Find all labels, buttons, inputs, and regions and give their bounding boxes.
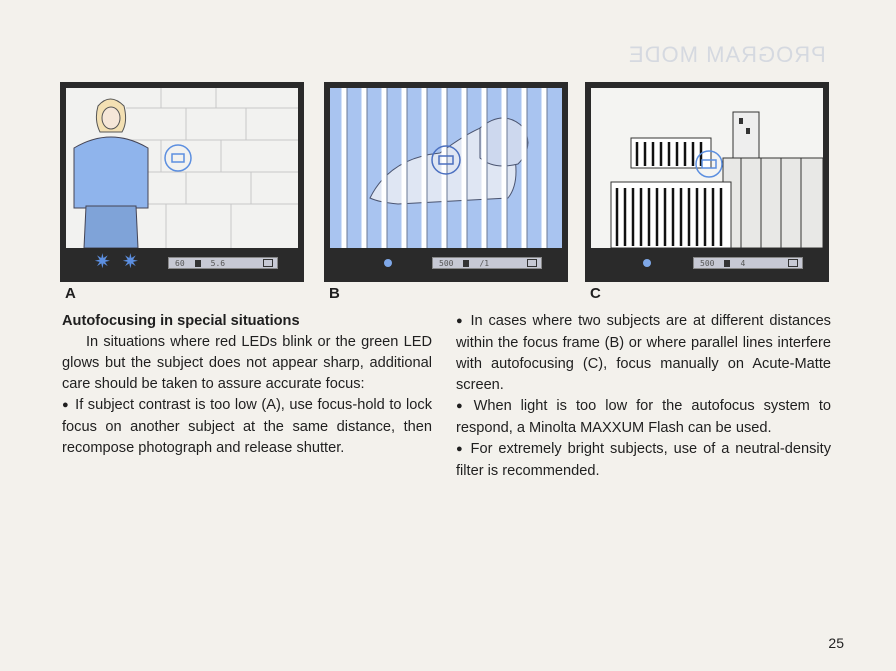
viewfinder-info-strip [60, 248, 304, 282]
scene-buildings [591, 88, 823, 248]
led-blink-icon: ✷ [94, 251, 111, 273]
frame-icon [527, 259, 537, 267]
figure-label-a: A [65, 285, 76, 302]
aperture-value: /1 [479, 258, 490, 268]
background-ghost-text: PROGRAM MODE [628, 42, 826, 67]
led-blink-icon: ✷ [122, 251, 139, 273]
viewfinder-info-strip [324, 248, 568, 282]
program-mode-icon [724, 260, 730, 267]
bullet-text: When light is too low for the autofocus system to respond, a Minolta MAXXUM Flash can be used. [456, 398, 831, 436]
shutter-value: 500 [700, 258, 715, 268]
bullet-bright-subjects [456, 439, 831, 482]
section-heading: Autofocusing in special situations [62, 313, 300, 329]
program-mode-icon [463, 260, 469, 267]
green-led-icon [643, 259, 651, 267]
figure-label-b: B [329, 285, 340, 302]
program-mode-icon [195, 260, 201, 267]
figure-label-c: C [590, 285, 601, 302]
right-column [456, 311, 831, 482]
green-led-icon [384, 259, 392, 267]
bullet-low-contrast [62, 395, 432, 459]
left-column [62, 311, 432, 459]
frame-icon [263, 259, 273, 267]
bullet-text: In cases where two subjects are at different distances within the focus frame (B) or where parallel lines interfere with autofocusing (C), focus manually on Acute-Matte screen. [456, 313, 831, 393]
viewfinder-info-strip [585, 248, 829, 282]
viewfinder-b [324, 82, 568, 282]
viewfinder-a [60, 82, 304, 282]
bullet-text: If subject contrast is too low (A), use focus-hold to lock focus on another subject at the same distance, then recompose photograph and release shutter. [62, 397, 432, 456]
viewfinder-display [432, 257, 542, 269]
viewfinder-c [585, 82, 829, 282]
aperture-value: 5.6 [210, 258, 226, 268]
bullet-two-subjects [456, 311, 831, 396]
viewfinder-display [168, 257, 278, 269]
scene-woman [66, 88, 298, 248]
viewfinder-display [693, 257, 803, 269]
shutter-value: 60 [175, 258, 185, 268]
intro-paragraph: In situations where red LEDs blink or the green LED glows but the subject does not appear sharp, additional care should be taken to assure accurate focus: [62, 334, 432, 392]
shutter-value: 500 [439, 258, 454, 268]
scene-lion [330, 88, 562, 248]
bullet-low-light [456, 396, 831, 439]
frame-icon [788, 259, 798, 267]
bullet-text: For extremely bright subjects, use of a neutral-density filter is recommended. [456, 441, 831, 479]
aperture-value: 4 [740, 258, 746, 268]
page-number: 25 [828, 635, 844, 651]
